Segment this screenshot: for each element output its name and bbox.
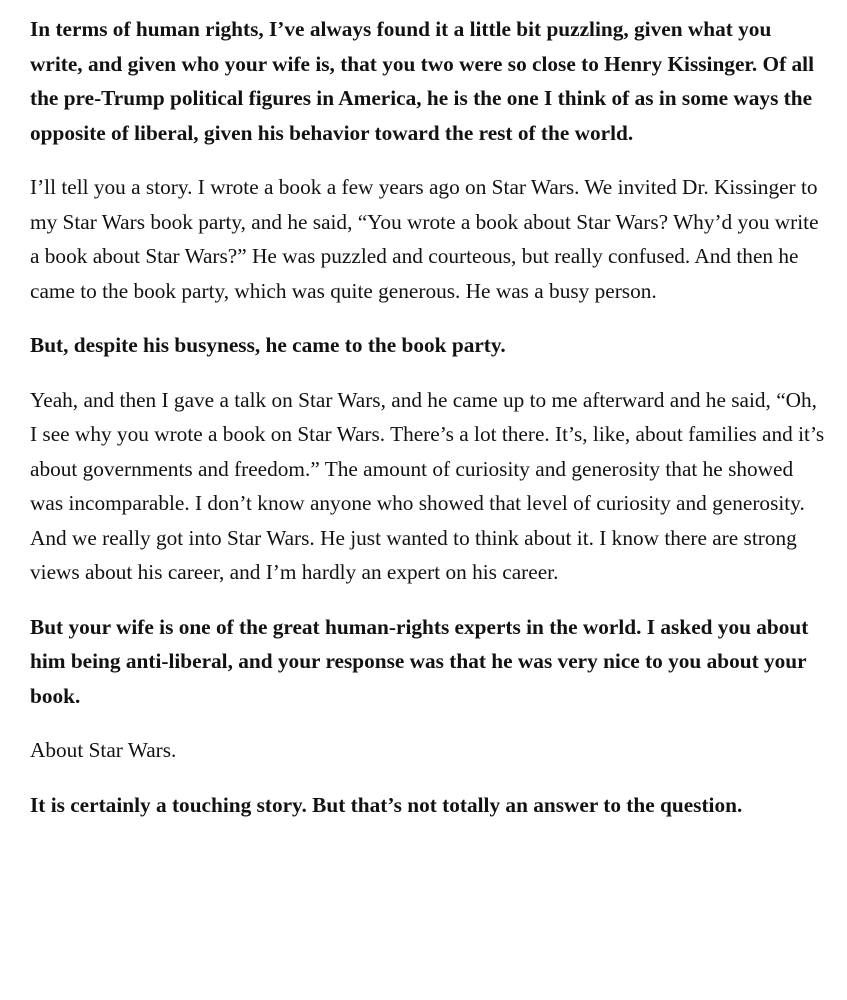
interviewee-answer: Yeah, and then I gave a talk on Star Wars, and he came up to me afterward and he said, “Oh, I see why you wrote a book on Star Wars. There’s a lot there. It’s, like, about families and it’s about governments and freedom.” The amount of curiosity and generosity that he showed was incomparable. I don’t know anyone who showed that level of curiosity and generosity. And we really got into Star Wars. He just wanted to think about it. I know there are strong views about his career, and I’m hardly an expert on his career. xyxy=(30,387,825,584)
interviewee-answer: I’ll tell you a story. I wrote a book a few years ago on Star Wars. We invited Dr. Kissinger to my Star Wars book party, and he said, “You wrote a book about Star Wars? Why’d you write a book about Star Wars?” He was puzzled and courteous, but really confused. And then he came to the book party, which was quite generous. He was a busy person. xyxy=(30,175,819,303)
interviewer-question: In terms of human rights, I’ve always found it a little bit puzzling, given what you write, and given who your wife is, that you two were so close to Henry Kissinger. Of all the pre-Trump political figures in America, he is the one I think of as in some ways the opposite of liberal, given his behavior toward the rest of the world. xyxy=(30,17,815,145)
interviewer-question: But your wife is one of the great human-rights experts in the world. I asked you about him being anti-liberal, and your response was that he was very nice to you about your book. xyxy=(30,614,809,708)
interviewee-answer: About Star Wars. xyxy=(30,738,177,762)
interviewer-question: But, despite his busyness, he came to the book party. xyxy=(30,333,506,357)
interviewer-question: It is certainly a touching story. But that’s not totally an answer to the question. xyxy=(30,792,743,817)
